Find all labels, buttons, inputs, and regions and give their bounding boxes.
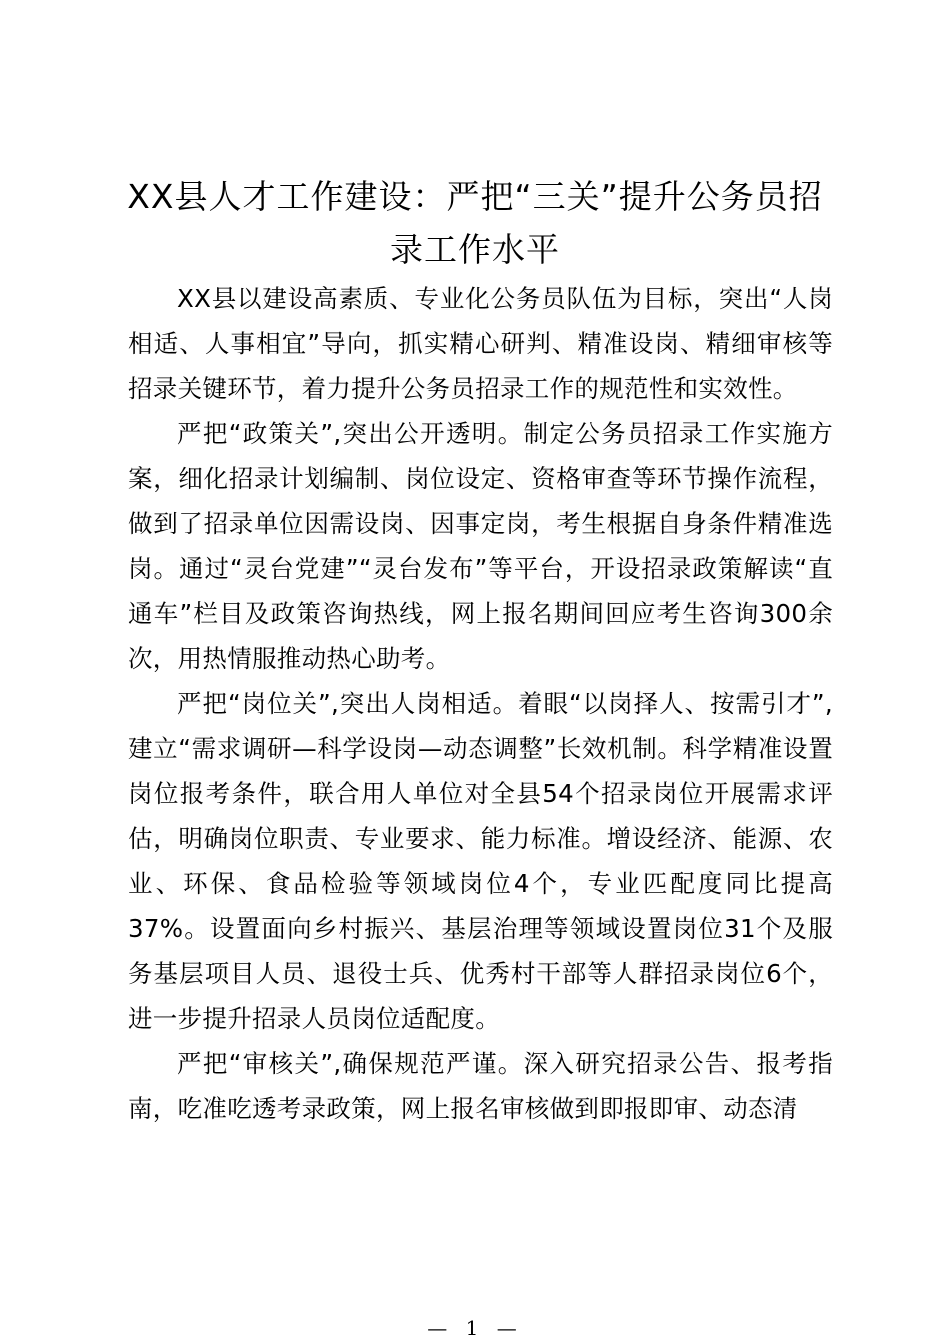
paragraph-position: 严把“岗位关”,突出人岗相适。着眼“以岗择人、按需引才”,建立“需求调研—科学设岗—动态调整”长效机制。科学精准设置岗位报考条件，联合用人单位对全县54个招录岗位开展需求评估，明确岗位职责、专业要求、能力标准。增设经济、能源、农业、环保、食品检验等领域岗位4个，专业匹配度同比提高37%。设置面向乡村振兴、基层治理等领域设置岗位31个及服务基层项目人员、退役士兵、优秀村干部等人群招录岗位6个，进一步提升招录人员岗位适配度。 [128, 689, 834, 1033]
document-body [128, 276, 833, 1131]
paragraph-intro: XX县以建设高素质、专业化公务员队伍为目标，突出“人岗相适、人事相宜”导向，抓实精心研判、精准设岗、精细审核等招录关键环节，着力提升公务员招录工作的规范性和实效性。 [128, 284, 833, 403]
paragraph-review: 严把“审核关”,确保规范严谨。深入研究招录公告、报考指南，吃准吃透考录政策，网上报名审核做到即报即审、动态清 [128, 1049, 833, 1123]
document-title: XX县人才工作建设：严把“三关”提升公务员招录工作水平 [127, 177, 823, 269]
paragraph-policy: 严把“政策关”,突出公开透明。制定公务员招录工作实施方案，细化招录计划编制、岗位设定、资格审查等环节操作流程，做到了招录单位因需设岗、因事定岗，考生根据自身条件精准选岗。通过“灵台党建”“灵台发布”等平台，开设招录政策解读“直通车”栏目及政策咨询热线，网上报名期间回应考生咨询300余次，用热情服推动热心助考。 [128, 419, 833, 673]
page-number: — 1 — [427, 1316, 523, 1340]
